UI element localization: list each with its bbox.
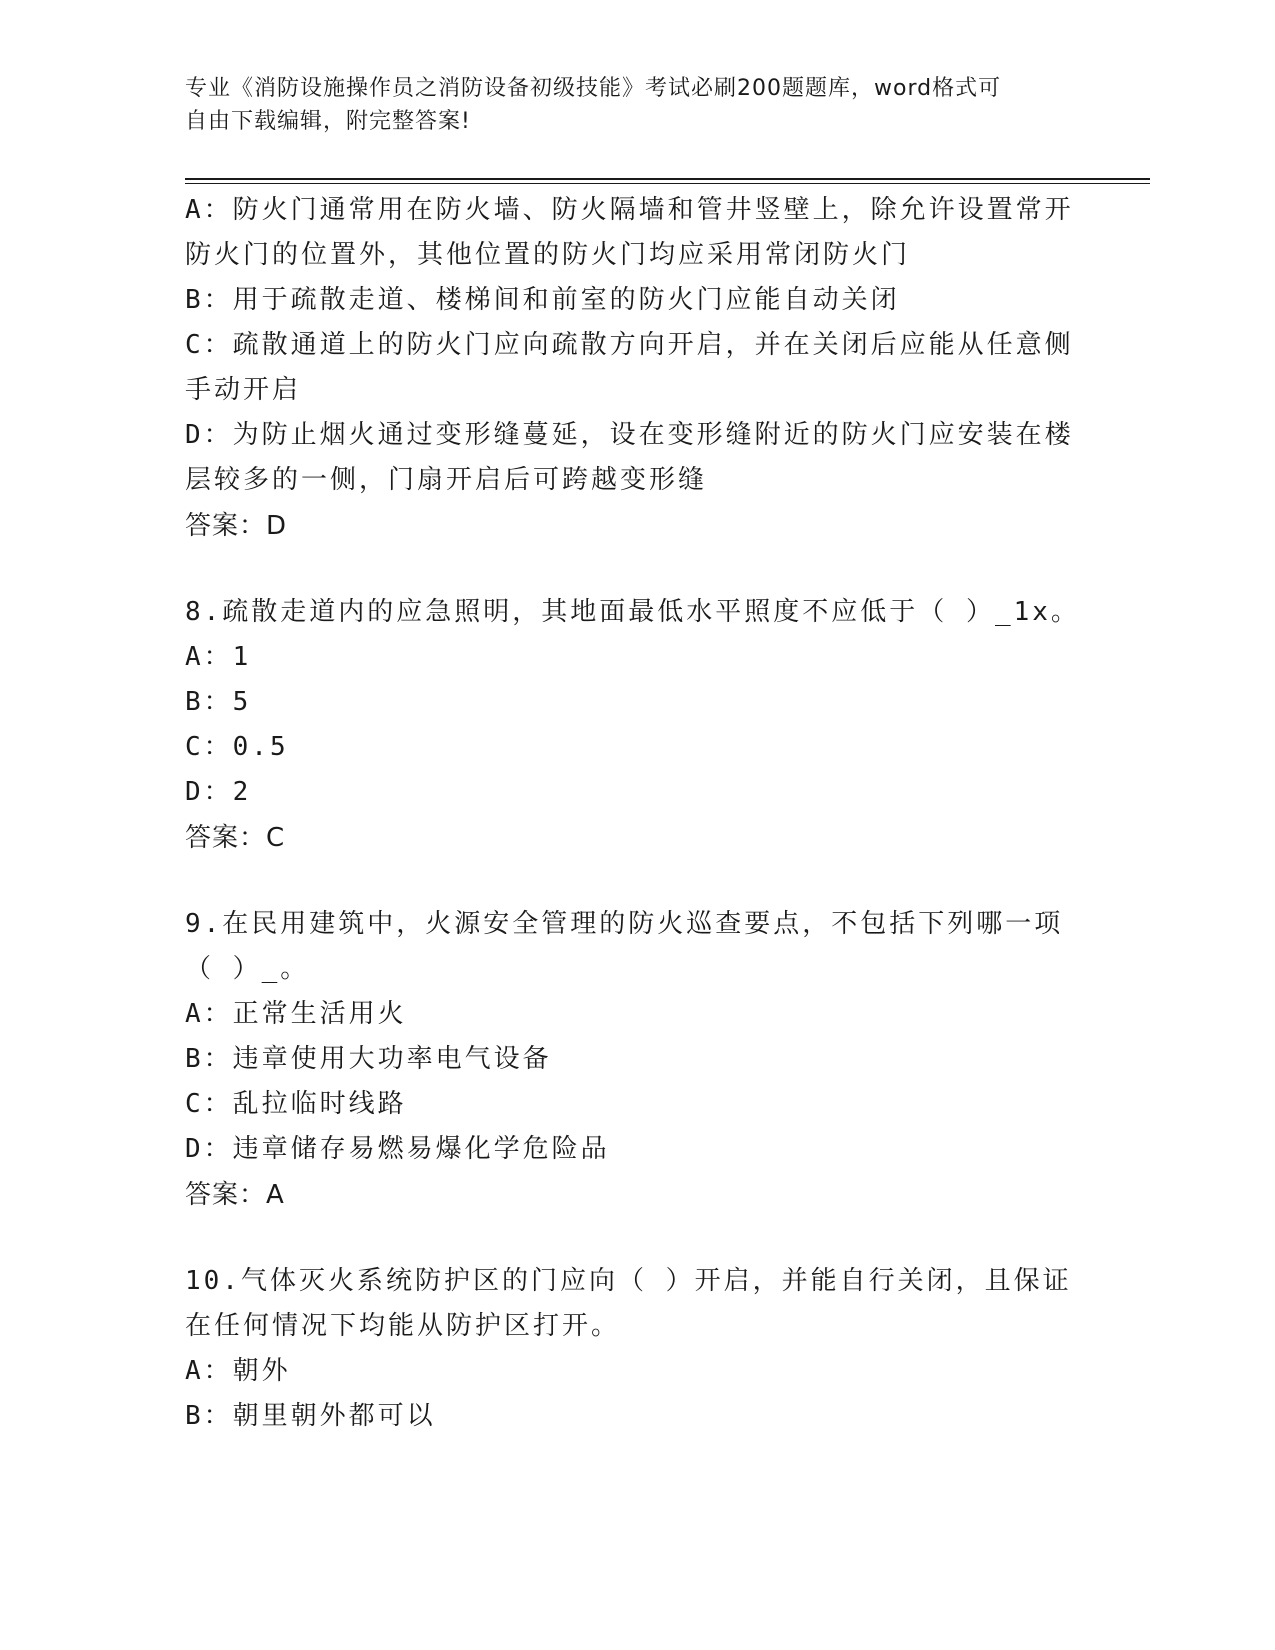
q7-answer-value: D — [266, 511, 288, 541]
q8-option-c: C：0.5 — [185, 732, 289, 762]
q8-answer-label: 答案： — [185, 823, 267, 853]
q10-option-b: B：朝里朝外都可以 — [185, 1401, 436, 1431]
q7-option-d-line-2: 层较多的一侧，门扇开启后可跨越变形缝 — [185, 465, 708, 495]
q9-option-d: D：违章储存易燃易爆化学危险品 — [185, 1134, 610, 1164]
q9-option-c: C：乱拉临时线路 — [185, 1089, 407, 1119]
q7-option-d-line-1: D：为防止烟火通过变形缝蔓延，设在变形缝附近的防火门应安装在楼 — [185, 420, 1074, 450]
header-divider-thin — [185, 183, 1150, 184]
q8-answer-value: C — [266, 823, 286, 853]
q9-question-line-2: （ ）_。 — [185, 954, 310, 984]
q7-option-c-line-2: 手动开启 — [185, 375, 302, 405]
spacer — [185, 1219, 1085, 1259]
q7-answer-label: 答案： — [185, 511, 267, 541]
q9-option-a: A：正常生活用火 — [185, 999, 407, 1029]
q10-question-line-2: 在任何情况下均能从防护区打开。 — [185, 1311, 621, 1341]
q9-question-line-1: 9.在民用建筑中，火源安全管理的防火巡查要点，不包括下列哪一项 — [185, 909, 1064, 939]
spacer — [185, 550, 1085, 590]
q9-answer-label: 答案： — [185, 1180, 267, 1210]
spacer — [185, 862, 1085, 902]
q7-option-c-line-1: C：疏散通道上的防火门应向疏散方向开启，并在关闭后应能从任意侧 — [185, 330, 1074, 360]
q10-question-line-1: 10.气体灭火系统防护区的门应向（ ）开启，并能自行关闭，且保证 — [185, 1266, 1072, 1296]
q8-answer — [185, 815, 1085, 862]
question-8 — [185, 590, 1085, 862]
q8-option-d: D：2 — [185, 777, 252, 807]
header-line-2: 自由下载编辑，附完整答案! — [185, 109, 471, 134]
q8-option-a: A：1 — [185, 642, 252, 672]
q9-option-b: B：违章使用大功率电气设备 — [185, 1044, 552, 1074]
q9-answer-value: A — [266, 1180, 285, 1210]
header-divider-thick — [185, 178, 1150, 180]
q7-answer — [185, 503, 1085, 550]
q8-option-b: B：5 — [185, 687, 252, 717]
question-10 — [185, 1259, 1085, 1439]
document-header — [185, 72, 1065, 138]
q7-option-a-line-1: A：防火门通常用在防火墙、防火隔墙和管井竖壁上，除允许设置常开 — [185, 195, 1074, 225]
q7-option-b: B：用于疏散走道、楼梯间和前室的防火门应能自动关闭 — [185, 285, 900, 315]
q8-question: 8.疏散走道内的应急照明，其地面最低水平照度不应低于（ ）_1x。 — [185, 597, 1080, 627]
question-list — [185, 188, 1085, 1439]
question-7 — [185, 188, 1085, 550]
q7-option-a-line-2: 防火门的位置外，其他位置的防火门均应采用常闭防火门 — [185, 240, 911, 270]
question-9 — [185, 902, 1085, 1219]
q9-answer — [185, 1172, 1085, 1219]
q10-option-a: A：朝外 — [185, 1356, 291, 1386]
header-line-1: 专业《消防设施操作员之消防设备初级技能》考试必刷200题题库，word格式可 — [185, 76, 1002, 101]
